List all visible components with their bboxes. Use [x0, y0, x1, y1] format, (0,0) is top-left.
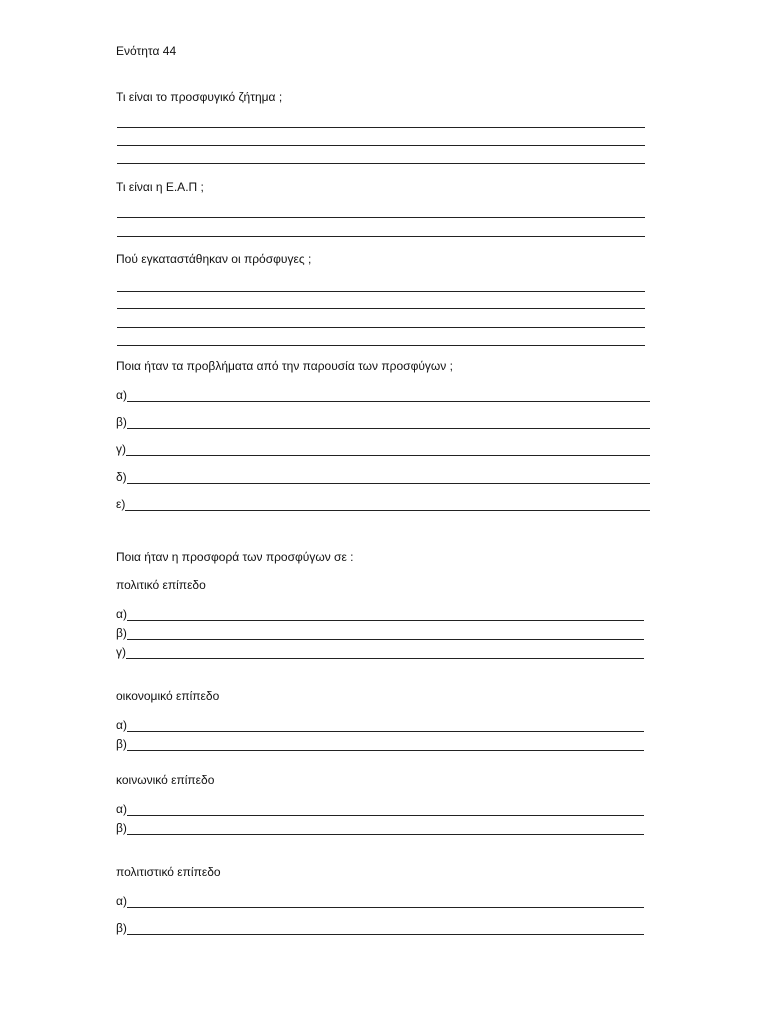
problem-item [116, 468, 650, 484]
problem-item [116, 495, 650, 511]
question-eap: Τι είναι η Ε.Α.Π ; [116, 180, 204, 194]
question-refugee-issue: Τι είναι το προσφυγικό ζήτημα ; [116, 90, 283, 104]
problem-item [116, 386, 650, 402]
economic-level-label: οικονομικό επίπεδο [116, 689, 220, 703]
political-level-label: πολιτικό επίπεδο [116, 578, 206, 592]
item-label: β) [116, 626, 127, 640]
social-item [116, 800, 644, 816]
answer-line [117, 217, 645, 218]
answer-line [127, 822, 644, 835]
item-label: β) [116, 821, 127, 835]
answer-line [117, 345, 645, 346]
answer-line [127, 719, 644, 732]
question-contribution: Ποια ήταν η προσφορά των προσφύγων σε : [116, 550, 354, 564]
problem-item [116, 413, 650, 429]
answer-line [117, 308, 645, 309]
item-label: γ) [116, 442, 126, 456]
item-label: α) [116, 607, 127, 621]
item-label: α) [116, 388, 127, 402]
economic-item [116, 716, 644, 732]
item-label: β) [116, 415, 127, 429]
political-item [116, 624, 644, 640]
cultural-level-label: πολιτιστικό επίπεδο [116, 865, 221, 879]
answer-line [127, 738, 644, 751]
item-label: α) [116, 894, 127, 908]
social-item [116, 819, 644, 835]
item-label: α) [116, 718, 127, 732]
item-label: γ) [116, 645, 126, 659]
answer-line [117, 145, 645, 146]
answer-line [127, 471, 650, 484]
unit-title: Ενότητα 44 [116, 44, 177, 58]
cultural-item [116, 919, 644, 935]
answer-line [127, 389, 650, 402]
answer-line [127, 416, 650, 429]
answer-line [126, 443, 650, 456]
item-label: β) [116, 737, 127, 751]
item-label: β) [116, 921, 127, 935]
social-level-label: κοινωνικό επίπεδο [116, 773, 215, 787]
cultural-item [116, 892, 644, 908]
answer-line [125, 498, 650, 511]
answer-line [117, 327, 645, 328]
answer-line [126, 646, 644, 659]
economic-item [116, 735, 644, 751]
item-label: ε) [116, 497, 126, 511]
answer-line [127, 895, 644, 908]
item-label: α) [116, 802, 127, 816]
political-item [116, 605, 644, 621]
question-settlement: Πού εγκαταστάθηκαν οι πρόσφυγες ; [116, 252, 312, 266]
answer-line [127, 922, 644, 935]
question-problems: Ποια ήταν τα προβλήματα από την παρουσία των προσφύγων ; [116, 359, 453, 373]
answer-line [127, 627, 644, 640]
answer-line [117, 163, 645, 164]
political-item [116, 643, 644, 659]
item-label: δ) [116, 470, 127, 484]
answer-line [117, 291, 645, 292]
answer-line [117, 127, 645, 128]
problem-item [116, 440, 650, 456]
answer-line [127, 803, 644, 816]
answer-line [127, 608, 644, 621]
answer-line [117, 236, 645, 237]
